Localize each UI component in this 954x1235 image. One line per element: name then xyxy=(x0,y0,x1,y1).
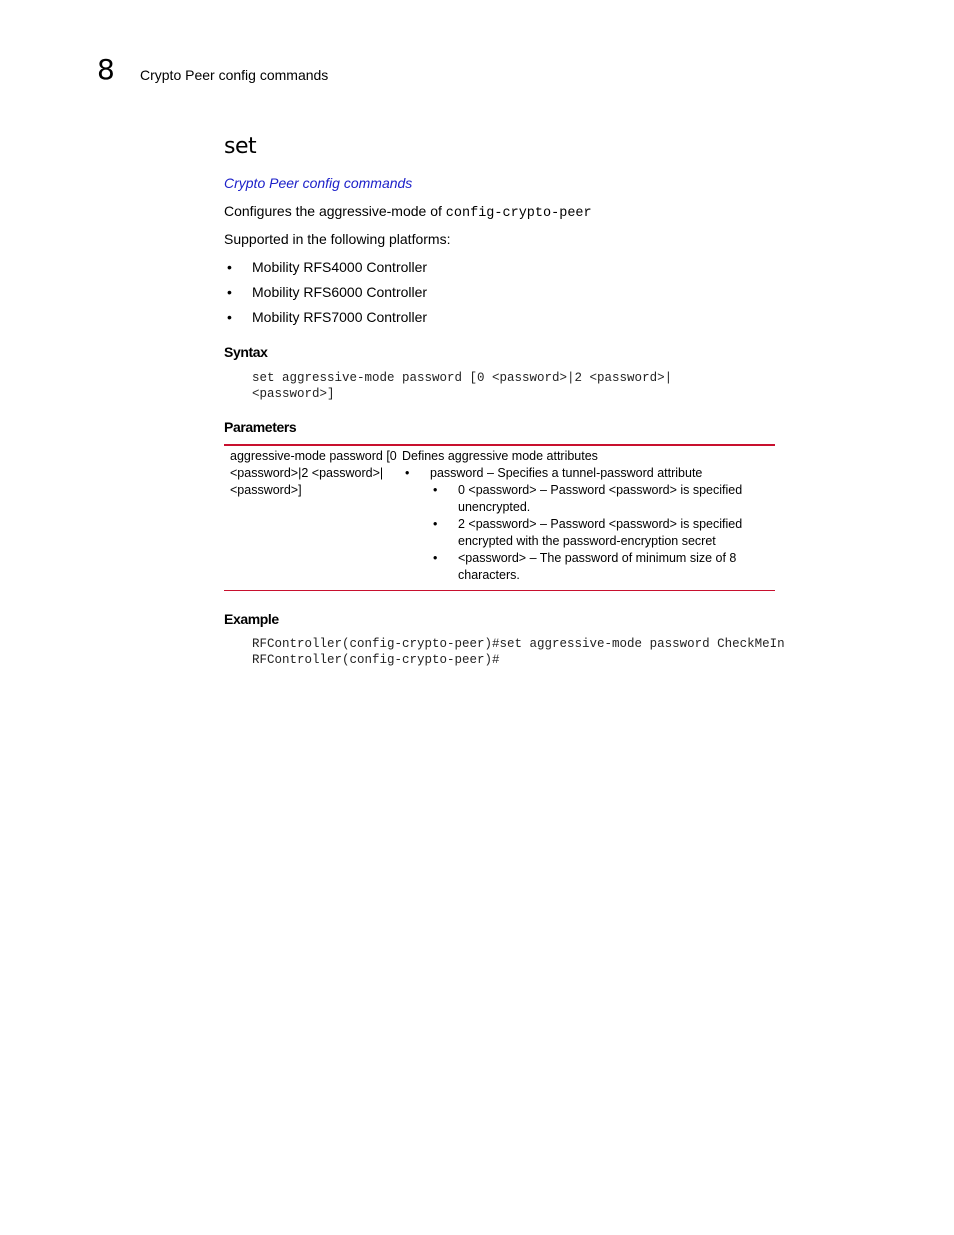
example-line: RFController(config-crypto-peer)# xyxy=(252,653,500,667)
description-text: Configures the aggressive-mode of xyxy=(224,203,442,219)
bullet-icon: • xyxy=(227,259,232,275)
bullet-icon: • xyxy=(227,309,232,325)
param-option xyxy=(402,465,755,482)
bullet-icon: • xyxy=(433,517,438,531)
sub-option-text: <password> – The password of minimum size of 8 characters. xyxy=(458,551,737,582)
page-title: set xyxy=(224,134,257,159)
bullet-icon: • xyxy=(405,466,410,480)
param-name-cell: aggressive-mode password [0 <password>|2 <password>|<password>] xyxy=(230,449,397,497)
param-sub-option xyxy=(402,482,755,516)
bullet-icon: • xyxy=(227,284,232,300)
syntax-line: <password>] xyxy=(252,387,335,401)
example-code xyxy=(252,636,785,668)
example-heading: Example xyxy=(224,611,279,627)
platform-item xyxy=(224,308,427,333)
sub-option-text: 0 <password> – Password <password> is specified unencrypted. xyxy=(458,483,743,514)
option-text: password – Specifies a tunnel-password attribute xyxy=(430,466,703,480)
platform-label: Mobility RFS6000 Controller xyxy=(252,284,428,300)
platform-label: Mobility RFS4000 Controller xyxy=(252,259,428,275)
bullet-icon: • xyxy=(433,551,438,565)
parameters-table xyxy=(224,444,775,591)
param-desc: Defines aggressive mode attributes xyxy=(402,449,598,463)
sub-option-text: 2 <password> – Password <password> is specified encrypted with the password-encryption secret xyxy=(458,517,743,548)
syntax-heading: Syntax xyxy=(224,344,268,360)
platform-item xyxy=(224,258,427,283)
crypto-peer-commands-link[interactable]: Crypto Peer config commands xyxy=(224,175,413,191)
chapter-title: Crypto Peer config commands xyxy=(140,67,329,83)
syntax-code xyxy=(252,370,672,402)
platform-label: Mobility RFS7000 Controller xyxy=(252,309,428,325)
syntax-line: set aggressive-mode password [0 <password>|2 <password>| xyxy=(252,371,673,385)
chapter-number: 8 xyxy=(97,53,115,86)
platform-list xyxy=(224,258,427,333)
example-line: RFController(config-crypto-peer)#set aggressive-mode password CheckMeIn xyxy=(252,637,785,651)
bullet-icon: • xyxy=(433,483,438,497)
param-sub-option xyxy=(402,550,755,584)
supported-platforms-intro: Supported in the following platforms: xyxy=(224,231,451,247)
platform-item xyxy=(224,283,427,308)
table-row xyxy=(224,445,775,591)
param-sub-option xyxy=(402,516,755,550)
description-code: config-crypto-peer xyxy=(445,206,592,221)
param-desc-cell xyxy=(402,445,775,591)
command-description xyxy=(224,202,592,223)
parameters-heading: Parameters xyxy=(224,419,297,435)
